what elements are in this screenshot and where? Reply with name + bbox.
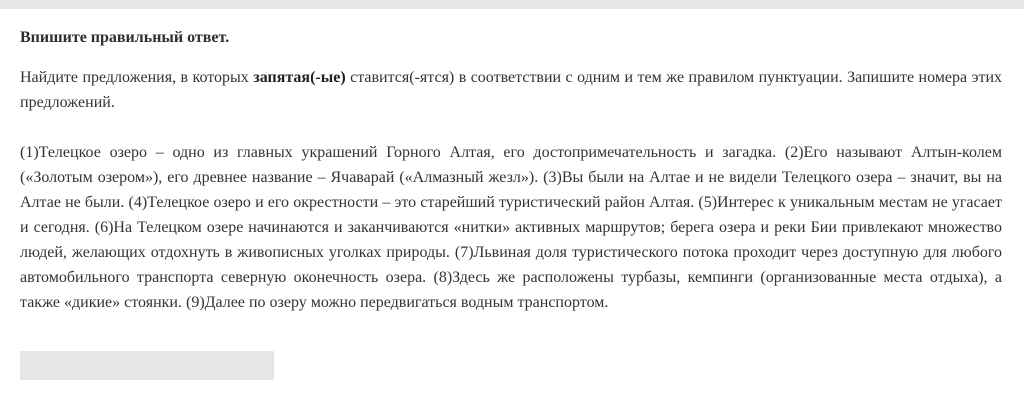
question-block — [20, 26, 1002, 315]
task-text-end: ставится(-ятся) в соответствии с одним и тем же правилом пунктуации. Запишите номера этих предложений. — [20, 69, 1003, 111]
task-text-start: Найдите предложения, в которых — [20, 69, 254, 86]
passage-text: (1)Телецкое озеро – одно из главных украшений Горного Алтая, его достопримечательность и загадка. (2)Его называют Алтын-колем («Золотым озером»), его древнее название – Ячаварай («Алмазный жезл»). (3)Вы были на Алтае и не видели Телецкого озера – значит, вы на Алтае не были. (4)Телецкое озеро и его окрестности – это старейший туристический район Алтая. (5)Интерес к уникальным местам не угасает и сегодня. (6)На Телецком озере начинаются и заканчиваются «нитки» активных маршрутов; берега озера и реки Бии привлекают множество людей, желающих отдохнуть в живописных уголках природы. (7)Львиная доля туристического потока проходит через доступную для любого автомобильного транспорта северную оконечность озера. (8)Здесь же расположены турбазы, кемпинги (организованные места отдыха), а также «дикие» стоянки. (9)Далее по озеру можно передвигаться водным транспортом. — [20, 144, 1002, 311]
top-bar — [0, 0, 1024, 9]
instruction-heading: Впишите правильный ответ. — [20, 29, 230, 46]
task-emphasis: запятая(-ые) — [253, 69, 346, 86]
answer-input[interactable] — [20, 351, 274, 380]
task-text — [20, 65, 1002, 115]
